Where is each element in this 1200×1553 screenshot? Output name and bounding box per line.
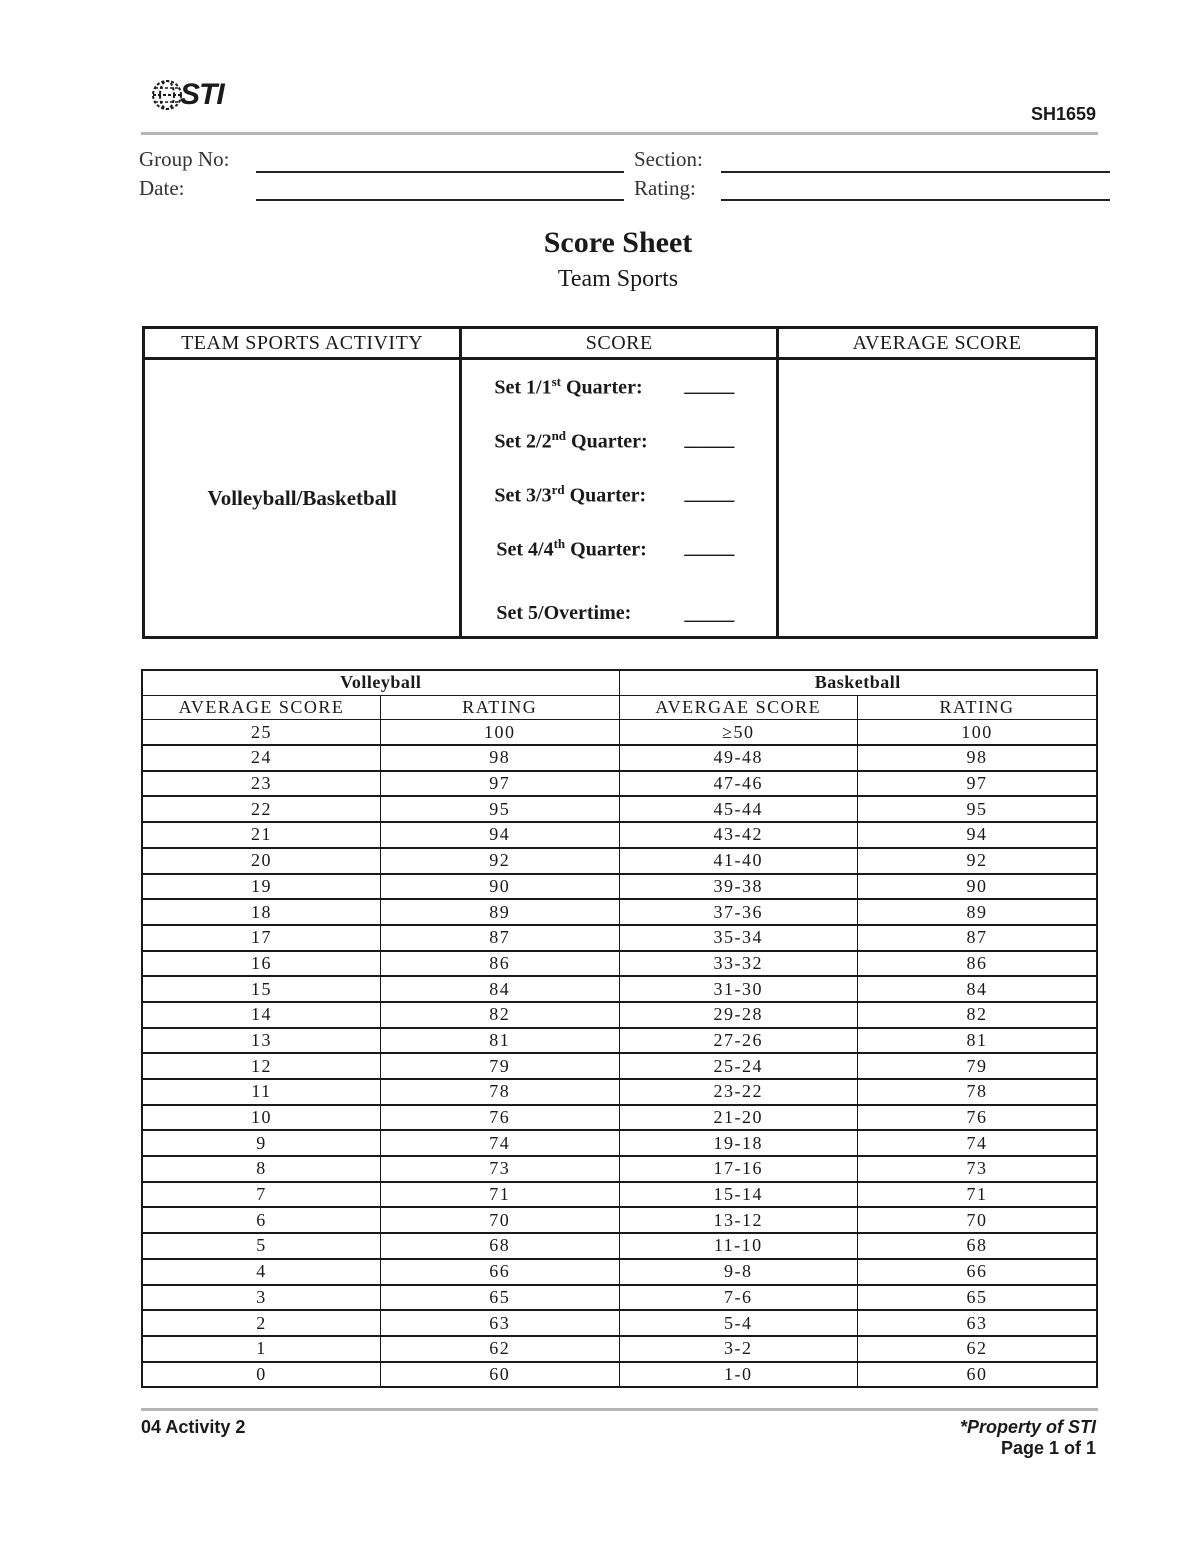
cell-basketball-average-score: 19-18 [619,1130,858,1156]
cell-basketball-rating: 60 [858,1362,1097,1388]
score-table [142,326,1098,639]
cell-basketball-rating: 100 [858,720,1097,745]
col-basketball-average-score: AVERGAE SCORE [619,695,858,720]
cell-volleyball-rating: 76 [381,1105,619,1131]
cell-volleyball-average-score: 11 [142,1079,381,1105]
cell-volleyball-rating: 73 [381,1156,619,1182]
cell-volleyball-average-score: 21 [142,822,381,848]
cell-basketball-average-score: 47-46 [619,771,858,797]
cell-volleyball-rating: 63 [381,1310,619,1336]
section-label: Section: [634,147,703,171]
document-code: SH1659 [1030,104,1096,124]
cell-basketball-rating: 78 [858,1079,1097,1105]
cell-basketball-rating: 84 [858,976,1097,1002]
cell-volleyball-average-score: 1 [142,1336,381,1362]
rating-field[interactable] [721,199,1110,201]
cell-basketball-average-score: 3-2 [619,1336,858,1362]
cell-basketball-rating: 94 [858,822,1097,848]
cell-volleyball-average-score: 4 [142,1259,381,1285]
table-row [142,1028,1097,1054]
cell-basketball-rating: 68 [858,1233,1097,1259]
header-team-sports-activity: TEAM SPORTS ACTIVITY [144,328,461,359]
cell-basketball-average-score: 25-24 [619,1053,858,1079]
cell-volleyball-rating: 82 [381,1002,619,1028]
average-score-cell[interactable] [778,359,1097,638]
cell-volleyball-rating: 78 [381,1079,619,1105]
table-row [142,1233,1097,1259]
cell-basketball-average-score: 39-38 [619,874,858,900]
table-row [142,1130,1097,1156]
cell-volleyball-rating: 68 [381,1233,619,1259]
cell-basketball-average-score: ≥50 [619,720,858,745]
cell-basketball-rating: 81 [858,1028,1097,1054]
cell-volleyball-rating: 60 [381,1362,619,1388]
set-2-blank[interactable]: _____ [684,428,735,450]
cell-basketball-average-score: 27-26 [619,1028,858,1054]
cell-basketball-average-score: 1-0 [619,1362,858,1388]
cell-basketball-average-score: 7-6 [619,1285,858,1311]
set-3-line: Set 3/3rd Quarter: _____ [494,482,735,507]
rating-table-body [142,720,1097,1387]
cell-volleyball-average-score: 25 [142,720,381,745]
table-row [142,1156,1097,1182]
cell-basketball-rating: 76 [858,1105,1097,1131]
cell-basketball-average-score: 35-34 [619,925,858,951]
table-row [142,1285,1097,1311]
table-row [142,1079,1097,1105]
table-row [142,874,1097,900]
cell-basketball-average-score: 15-14 [619,1182,858,1208]
cell-volleyball-average-score: 18 [142,899,381,925]
cell-volleyball-rating: 70 [381,1207,619,1233]
col-volleyball-average-score: AVERAGE SCORE [142,695,381,720]
header-rule [141,132,1098,135]
cell-volleyball-rating: 92 [381,848,619,874]
table-row [142,1310,1097,1336]
cell-basketball-average-score: 45-44 [619,796,858,822]
cell-basketball-rating: 63 [858,1310,1097,1336]
cell-volleyball-rating: 65 [381,1285,619,1311]
cell-basketball-rating: 90 [858,874,1097,900]
cell-basketball-rating: 65 [858,1285,1097,1311]
cell-volleyball-average-score: 22 [142,796,381,822]
footer-rule [141,1408,1098,1411]
cell-volleyball-rating: 89 [381,899,619,925]
cell-basketball-rating: 74 [858,1130,1097,1156]
cell-volleyball-rating: 62 [381,1336,619,1362]
cell-basketball-average-score: 11-10 [619,1233,858,1259]
table-row [142,745,1097,771]
cell-volleyball-rating: 81 [381,1028,619,1054]
cell-volleyball-rating: 86 [381,951,619,977]
header-average-score: AVERAGE SCORE [778,328,1097,359]
cell-volleyball-average-score: 2 [142,1310,381,1336]
section-field[interactable] [721,171,1110,173]
table-row [142,1105,1097,1131]
cell-volleyball-rating: 66 [381,1259,619,1285]
cell-basketball-average-score: 33-32 [619,951,858,977]
group-no-label: Group No: [139,147,230,171]
cell-volleyball-rating: 100 [381,720,619,745]
cell-basketball-average-score: 21-20 [619,1105,858,1131]
cell-volleyball-average-score: 0 [142,1362,381,1388]
cell-basketball-average-score: 9-8 [619,1259,858,1285]
cell-basketball-rating: 97 [858,771,1097,797]
activity-label: 04 Activity 2 [141,1417,246,1437]
cell-basketball-rating: 71 [858,1182,1097,1208]
cell-basketball-rating: 87 [858,925,1097,951]
score-cell [461,359,778,638]
page-subtitle: Team Sports [557,266,679,292]
cell-basketball-rating: 66 [858,1259,1097,1285]
table-row [142,1053,1097,1079]
table-row [142,899,1097,925]
rating-label: Rating: [634,176,696,200]
set-5-line: Set 5/Overtime: _____ [496,602,735,624]
cell-volleyball-average-score: 23 [142,771,381,797]
table-row [142,1002,1097,1028]
logo-text: STI [180,78,224,111]
cell-volleyball-rating: 95 [381,796,619,822]
cell-basketball-rating: 98 [858,745,1097,771]
set-1-blank[interactable]: _____ [684,374,735,396]
cell-volleyball-rating: 84 [381,976,619,1002]
table-row [142,976,1097,1002]
cell-basketball-average-score: 23-22 [619,1079,858,1105]
table-row [142,796,1097,822]
cell-basketball-rating: 79 [858,1053,1097,1079]
table-row [142,1259,1097,1285]
cell-basketball-rating: 70 [858,1207,1097,1233]
table-row [142,1207,1097,1233]
cell-volleyball-average-score: 17 [142,925,381,951]
cell-basketball-average-score: 29-28 [619,1002,858,1028]
cell-basketball-rating: 95 [858,796,1097,822]
table-row [142,925,1097,951]
cell-volleyball-average-score: 15 [142,976,381,1002]
set-1-line: Set 1/1st Quarter: _____ [494,374,735,399]
cell-basketball-average-score: 41-40 [619,848,858,874]
cell-basketball-average-score: 37-36 [619,899,858,925]
set-5-blank[interactable]: _____ [684,602,735,624]
header-score: SCORE [461,328,778,359]
cell-volleyball-rating: 97 [381,771,619,797]
date-label: Date: [139,176,185,200]
cell-volleyball-rating: 71 [381,1182,619,1208]
cell-volleyball-average-score: 19 [142,874,381,900]
table-row [142,848,1097,874]
cell-basketball-rating: 82 [858,1002,1097,1028]
footer-right [960,1417,1096,1459]
table-row [142,1362,1097,1388]
cell-volleyball-average-score: 5 [142,1233,381,1259]
globe-icon [150,78,184,112]
cell-volleyball-average-score: 12 [142,1053,381,1079]
cell-volleyball-rating: 98 [381,745,619,771]
table-row [142,951,1097,977]
date-field[interactable] [256,199,624,201]
table-row [142,1336,1097,1362]
cell-basketball-average-score: 31-30 [619,976,858,1002]
cell-basketball-rating: 73 [858,1156,1097,1182]
cell-basketball-average-score: 49-48 [619,745,858,771]
cell-volleyball-rating: 74 [381,1130,619,1156]
table-row [142,822,1097,848]
set-2-line: Set 2/2nd Quarter: _____ [494,428,735,453]
cell-volleyball-average-score: 13 [142,1028,381,1054]
cell-volleyball-rating: 79 [381,1053,619,1079]
cell-volleyball-average-score: 9 [142,1130,381,1156]
page-number: Page 1 of 1 [1000,1438,1096,1458]
group-basketball: Basketball [619,670,1097,695]
cell-basketball-average-score: 43-42 [619,822,858,848]
activity-cell: Volleyball/Basketball [144,359,461,638]
cell-basketball-average-score: 5-4 [619,1310,858,1336]
cell-volleyball-average-score: 16 [142,951,381,977]
property-note: *Property of STI [959,1417,1096,1437]
set-3-blank[interactable]: _____ [684,482,735,504]
cell-volleyball-rating: 94 [381,822,619,848]
cell-basketball-average-score: 13-12 [619,1207,858,1233]
table-row [142,771,1097,797]
cell-basketball-rating: 86 [858,951,1097,977]
group-no-field[interactable] [256,171,624,173]
cell-volleyball-average-score: 10 [142,1105,381,1131]
group-volleyball: Volleyball [142,670,619,695]
cell-volleyball-average-score: 20 [142,848,381,874]
col-volleyball-rating: RATING [381,695,619,720]
cell-volleyball-rating: 90 [381,874,619,900]
table-row [142,1182,1097,1208]
cell-basketball-rating: 92 [858,848,1097,874]
cell-volleyball-rating: 87 [381,925,619,951]
cell-volleyball-average-score: 3 [142,1285,381,1311]
cell-volleyball-average-score: 8 [142,1156,381,1182]
sti-logo [150,78,224,112]
cell-basketball-average-score: 17-16 [619,1156,858,1182]
rating-table [141,669,1098,1388]
page-title: Score Sheet [543,226,693,259]
set-4-line: Set 4/4th Quarter: _____ [496,536,735,561]
cell-basketball-rating: 89 [858,899,1097,925]
col-basketball-rating: RATING [858,695,1097,720]
cell-volleyball-average-score: 14 [142,1002,381,1028]
set-4-blank[interactable]: _____ [684,536,735,558]
cell-volleyball-average-score: 7 [142,1182,381,1208]
cell-basketball-rating: 62 [858,1336,1097,1362]
table-row [142,720,1097,745]
cell-volleyball-average-score: 24 [142,745,381,771]
cell-volleyball-average-score: 6 [142,1207,381,1233]
